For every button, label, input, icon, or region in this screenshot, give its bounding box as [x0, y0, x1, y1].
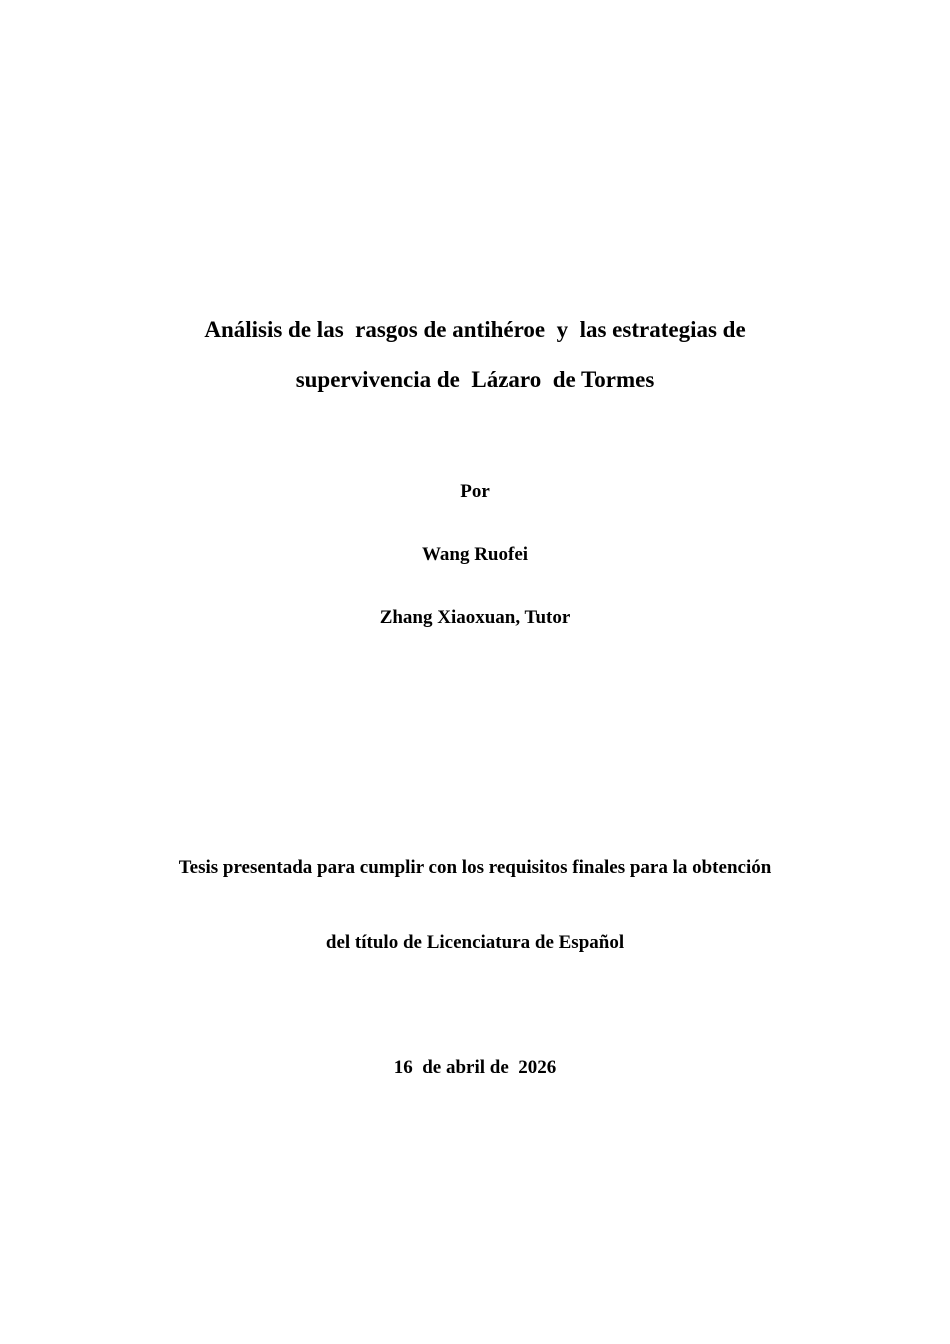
thesis-statement-line-2: del título de Licenciatura de Español — [325, 932, 625, 953]
thesis-title-line-2: supervivencia de Lázaro de Tormes — [295, 367, 655, 392]
submission-date: 16 de abril de 2026 — [393, 1057, 557, 1078]
author-name: Wang Ruofei — [421, 544, 529, 565]
thesis-title-line-1: Análisis de las rasgos de antihéroe y las estrategias de — [204, 317, 746, 342]
byline-label: Por — [460, 481, 490, 502]
tutor-name: Zhang Xiaoxuan, Tutor — [379, 607, 571, 628]
thesis-statement-line-1: Tesis presentada para cumplir con los requisitos finales para la obtención — [178, 857, 772, 878]
